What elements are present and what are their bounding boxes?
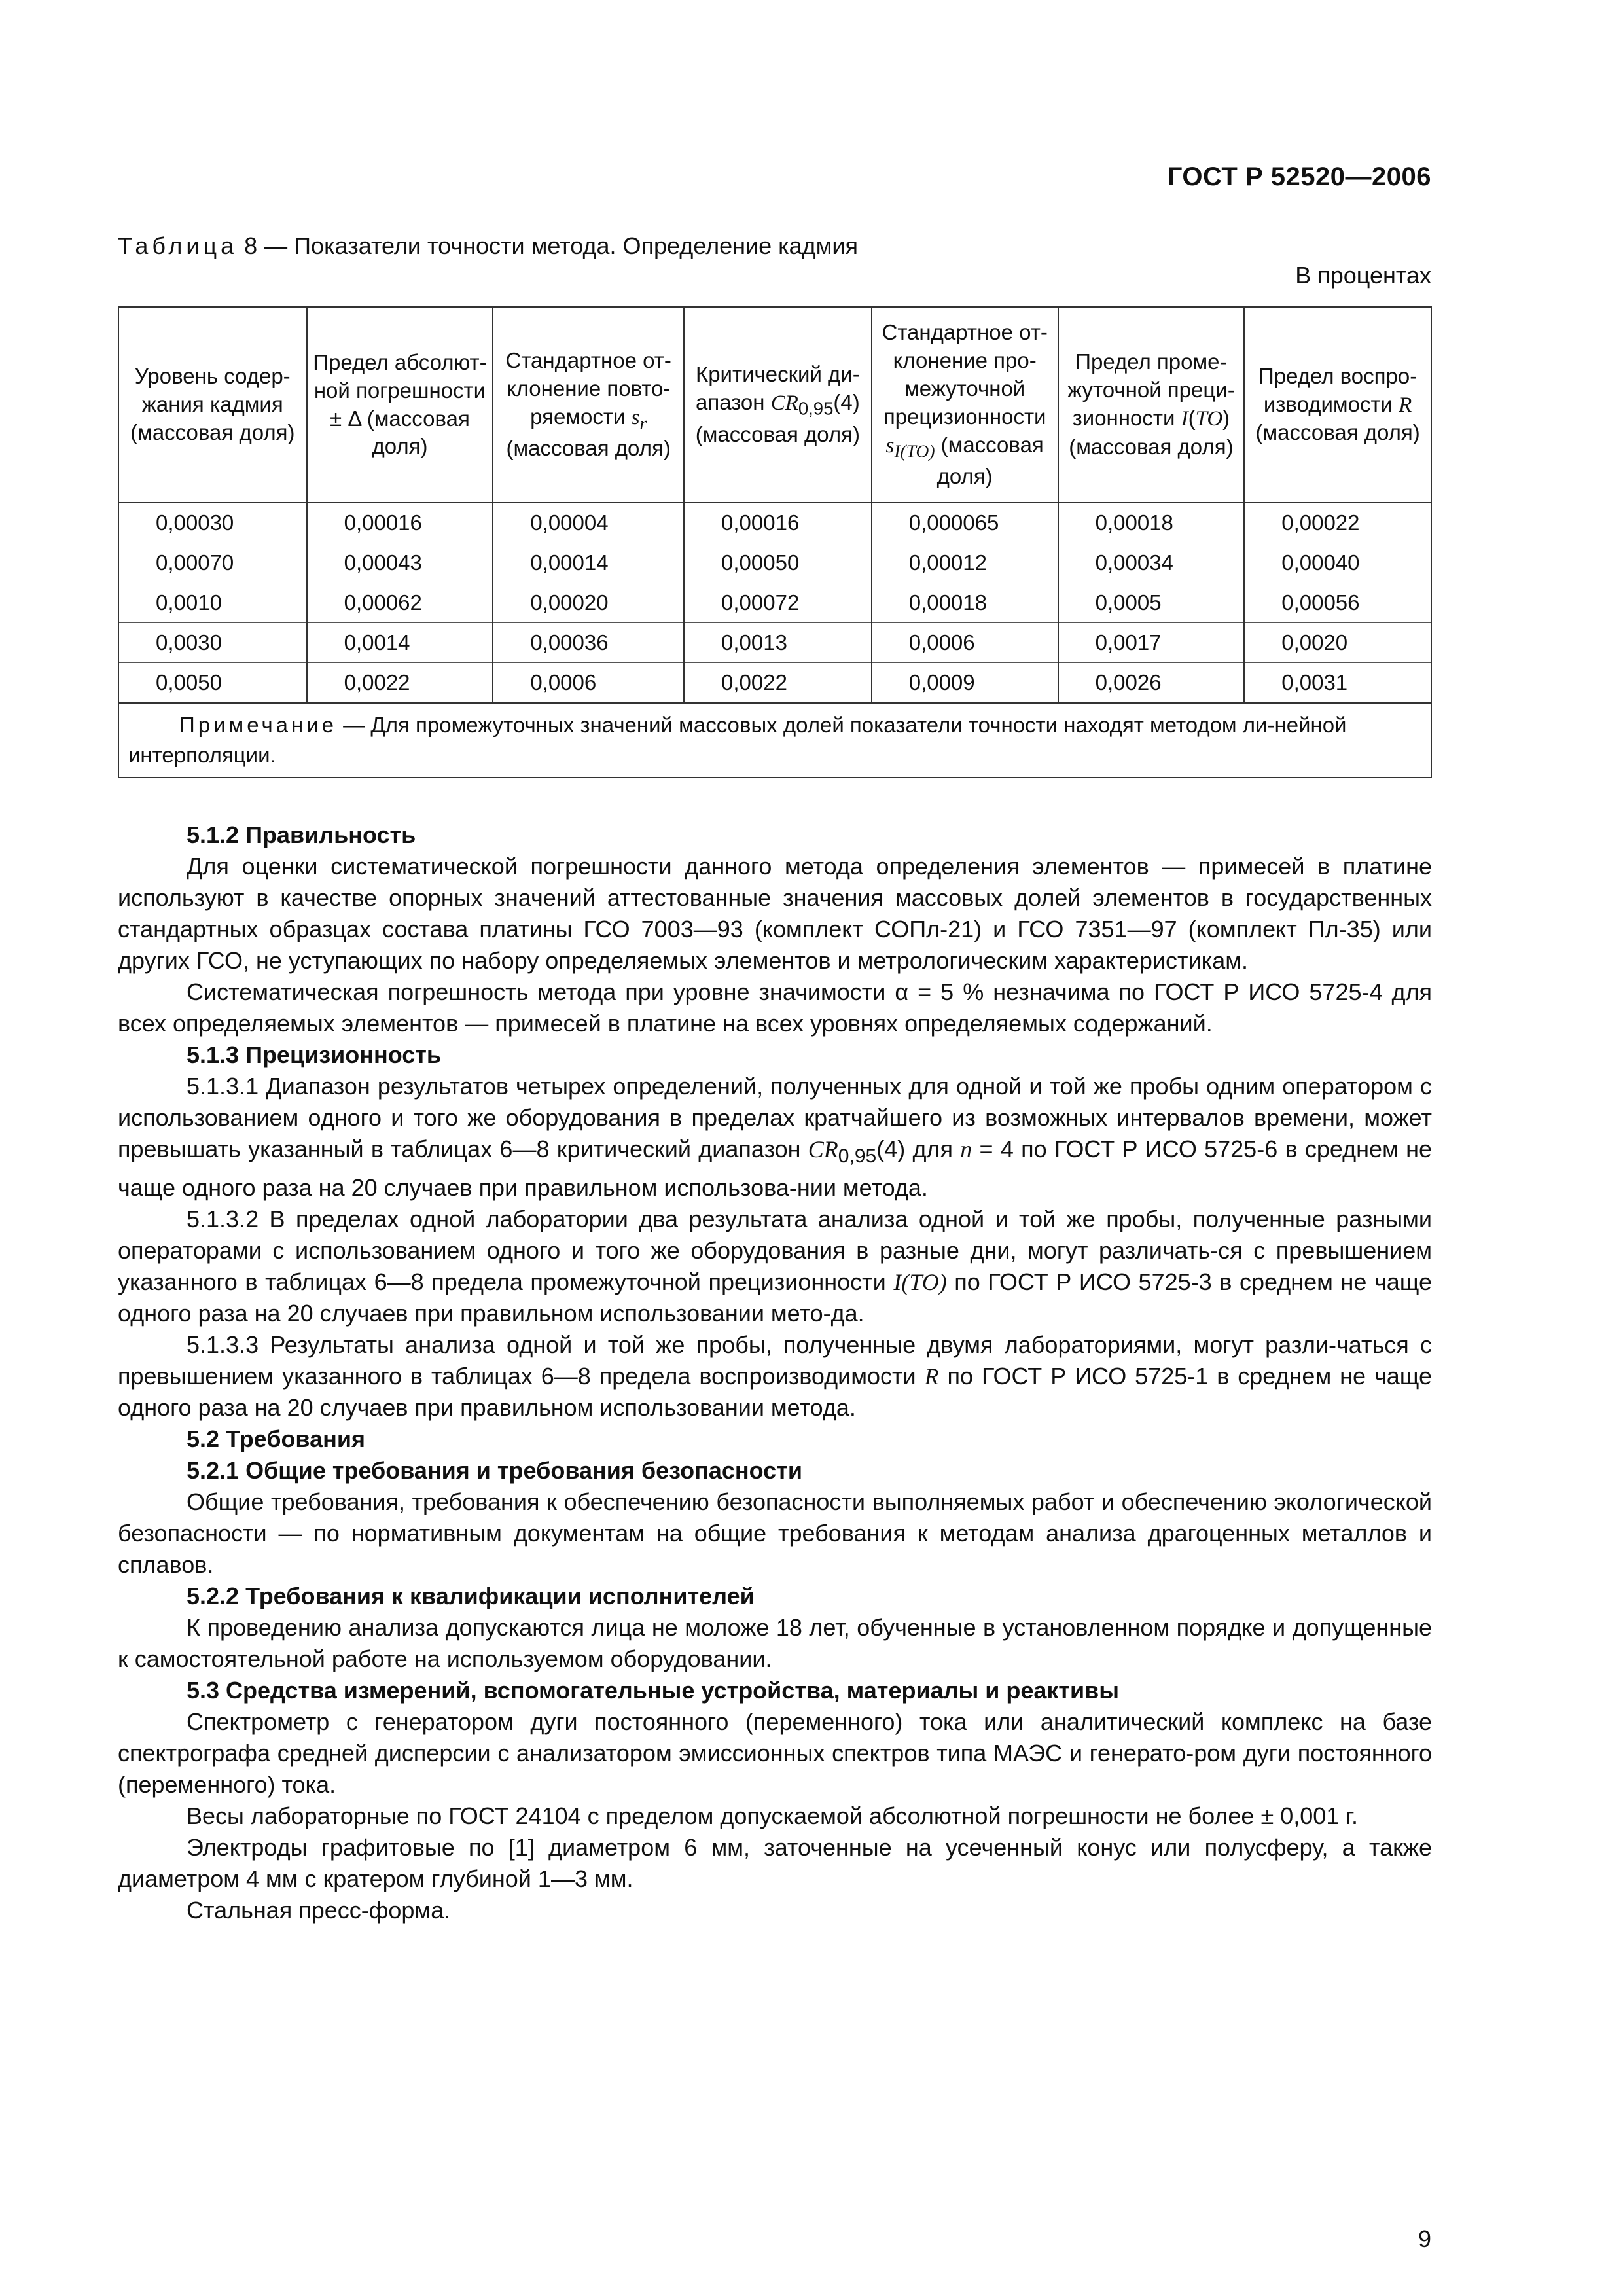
section-heading: 5.1.3 Прецизионность — [187, 1041, 442, 1068]
table-row — [118, 623, 1431, 663]
table-cell: 0,00016 — [307, 503, 493, 543]
paragraph-text: 5.1.3.1 Диапазон результатов четырех определений, полученных для одной и той же пробы одним оператором с использованием одного и того же оборудования в пределах кратчайшего из возможных интервалов времени, может превышать указанный в таблицах 6—8 критический диапазон — [118, 1073, 1432, 1162]
table-row — [118, 583, 1431, 623]
table-cell: 0,00020 — [493, 583, 684, 623]
section-heading: 5.2.1 Общие требования и требования безопасности — [187, 1457, 802, 1484]
paragraph-text: по ГОСТ Р ИСО 5725-3 в среднем не чаще одного раза на 20 случаев при правильном использовании мето-да. — [118, 1268, 1432, 1327]
table-cell: 0,0005 — [1058, 583, 1245, 623]
paragraph-text: (4) для — [876, 1136, 961, 1162]
table-cell: 0,00014 — [493, 543, 684, 583]
paragraph: Систематическая погрешность метода при уровне значимости α = 5 % незначима по ГОСТ Р ИСО 5725-4 для всех определяемых элементов — примесей в платине на всех уровнях определяемых содержаний. — [118, 978, 1432, 1037]
table-header-row — [118, 307, 1431, 503]
table-cell: 0,00070 — [118, 543, 307, 583]
paragraph: Для оценки систематической погрешности данного метода определения элементов — примесей в платине используют в качестве опорных значений аттестованные значения массовых долей элементов в государственных стандартных образцах состава платины ГСО 7003—93 (комплект СОПл-21) и ГСО 7351—97 (комплект Пл-35) или других ГСО, не уступающих по набору определяемых элементов и метрологическим характеристикам. — [118, 853, 1432, 974]
table-note — [118, 703, 1431, 778]
paragraph — [118, 1071, 1432, 1204]
page-number: 9 — [1418, 2225, 1431, 2252]
symbol-ito: I(TO) — [893, 1269, 947, 1296]
paragraph: Весы лабораторные по ГОСТ 24104 с пределом допускаемой абсолютной погрешности не более ± 0,001 г. — [187, 1803, 1359, 1830]
col-header-repeatability: Стандартное от- клонение повто- ряемости $s_r$ (массовая доля) — [493, 307, 684, 503]
paragraph-text: 5.1.3.2 В пределах одной лаборатории два результата анализа одной и той же пробы, полученные разными операторами с использованием одного и того же оборудования в разные дни, могут различать-ся с превышением указанного в таблицах 6—8 предела промежуточной прецизионности — [118, 1206, 1432, 1296]
section-heading: 5.3 Средства измерений, вспомогательные устройства, материалы и реактивы — [187, 1677, 1120, 1704]
col-header-abs-error: Предел абсолют- ной погрешности ± Δ (массовая доля) — [307, 307, 493, 503]
table-cell: 0,00043 — [307, 543, 493, 583]
table-cell: 0,0026 — [1058, 663, 1245, 704]
table-cell: 0,00034 — [1058, 543, 1245, 583]
section-heading: 5.2 Требования — [187, 1426, 365, 1453]
table-row — [118, 663, 1431, 704]
body-text — [118, 819, 1432, 1926]
table-cell: 0,0050 — [118, 663, 307, 704]
paragraph — [118, 1204, 1432, 1329]
table-cell: 0,00004 — [493, 503, 684, 543]
table-row — [118, 543, 1431, 583]
paragraph: Общие требования, требования к обеспечению безопасности выполняемых работ и обеспечению экологической безопасности — по нормативным документам на общие требования к методам анализа драгоценных металлов и сплавов. — [118, 1488, 1432, 1579]
symbol-cr: CR — [808, 1136, 838, 1162]
paragraph-text: 5.1.3.3 Результаты анализа одной и той же пробы, полученные двумя лабораториями, могут разли-чаться с превышением указанного в таблицах 6—8 предела воспроизводимости — [118, 1331, 1432, 1390]
table-cell: 0,00022 — [1244, 503, 1431, 543]
table-note-label: Примечание — [179, 713, 338, 737]
paragraph: Электроды графитовые по [1] диаметром 6 мм, заточенные на усеченный конус или полусферу, а также диаметром 4 мм с кратером глубиной 1—3 мм. — [118, 1834, 1432, 1893]
table-cell: 0,0010 — [118, 583, 307, 623]
table-cell: 0,00036 — [493, 623, 684, 663]
table-cell: 0,00030 — [118, 503, 307, 543]
table-cell: 0,00056 — [1244, 583, 1431, 623]
table-cell: 0,00016 — [684, 503, 872, 543]
paragraph: Спектрометр с генератором дуги постоянного (переменного) тока или аналитический комплекс на базе спектрографа средней дисперсии с анализатором эмиссионных спектров типа МАЭС и генерато-ром дуги постоянного (переменного) тока. — [118, 1708, 1432, 1799]
table-cell: 0,0017 — [1058, 623, 1245, 663]
table-cell: 0,0031 — [1244, 663, 1431, 704]
symbol-r: R — [924, 1363, 939, 1390]
symbol-n: n — [960, 1136, 972, 1162]
section-heading: 5.1.2 Правильность — [187, 821, 416, 848]
table-cell: 0,0014 — [307, 623, 493, 663]
table-cell: 0,0022 — [684, 663, 872, 704]
table-caption-label: Таблица — [118, 232, 238, 259]
col-header-reproducibility: Предел воспро- изводимости R (массовая доля) — [1244, 307, 1431, 503]
table-row — [118, 503, 1431, 543]
standard-code: ГОСТ Р 52520—2006 — [1167, 162, 1431, 191]
table-cell: 0,00018 — [872, 583, 1058, 623]
table-cell: 0,00072 — [684, 583, 872, 623]
symbol-subscript: 0,95 — [838, 1145, 877, 1168]
section-heading: 5.2.2 Требования к квалификации исполнителей — [187, 1583, 755, 1610]
table-note-row — [118, 703, 1431, 778]
table-cell: 0,00018 — [1058, 503, 1245, 543]
paragraph — [118, 1329, 1432, 1424]
paragraph-text: = 4 по ГОСТ Р ИСО 5725-6 в среднем не чаще одного раза на 20 случаев при правильном использова-нии метода. — [118, 1136, 1432, 1202]
table-cell: 0,0006 — [872, 623, 1058, 663]
accuracy-table — [118, 306, 1432, 778]
table-units: В процентах — [1295, 262, 1431, 289]
table-cell: 0,0013 — [684, 623, 872, 663]
table-cell: 0,0020 — [1244, 623, 1431, 663]
table-caption-text: 8 — Показатели точности метода. Определение кадмия — [238, 232, 859, 259]
table-cell: 0,00040 — [1244, 543, 1431, 583]
table-cell: 0,00050 — [684, 543, 872, 583]
table-cell: 0,000065 — [872, 503, 1058, 543]
table-caption — [118, 232, 858, 260]
col-header-content-level: Уровень содер- жания кадмия (массовая доля) — [118, 307, 307, 503]
table-cell: 0,0030 — [118, 623, 307, 663]
table-cell: 0,0009 — [872, 663, 1058, 704]
paragraph: Стальная пресс-форма. — [187, 1897, 451, 1924]
col-header-intermediate-sd: Стандартное от- клонение про- межуточной прецизионности $s_{I(TO)}$ (массовая доля) — [872, 307, 1058, 503]
table-cell: 0,0022 — [307, 663, 493, 704]
table-cell: 0,00062 — [307, 583, 493, 623]
paragraph-text: по ГОСТ Р ИСО 5725-1 в среднем не чаще одного раза на 20 случаев при правильном использовании метода. — [118, 1363, 1432, 1422]
table-cell: 0,00012 — [872, 543, 1058, 583]
table-note-text: — Для промежуточных значений массовых долей показатели точности находят методом ли-нейной интерполяции. — [128, 713, 1347, 768]
col-header-intermediate-limit: Предел проме- жуточной преци- зионности I(TO) (массовая доля) — [1058, 307, 1245, 503]
col-header-critical-range: Критический ди- апазон $CR_{0,95}(4)$ (массовая доля) — [684, 307, 872, 503]
paragraph: К проведению анализа допускаются лица не моложе 18 лет, обученные в установленном порядке и допущенные к самостоятельной работе на используемом оборудовании. — [118, 1614, 1432, 1673]
table-cell: 0,0006 — [493, 663, 684, 704]
